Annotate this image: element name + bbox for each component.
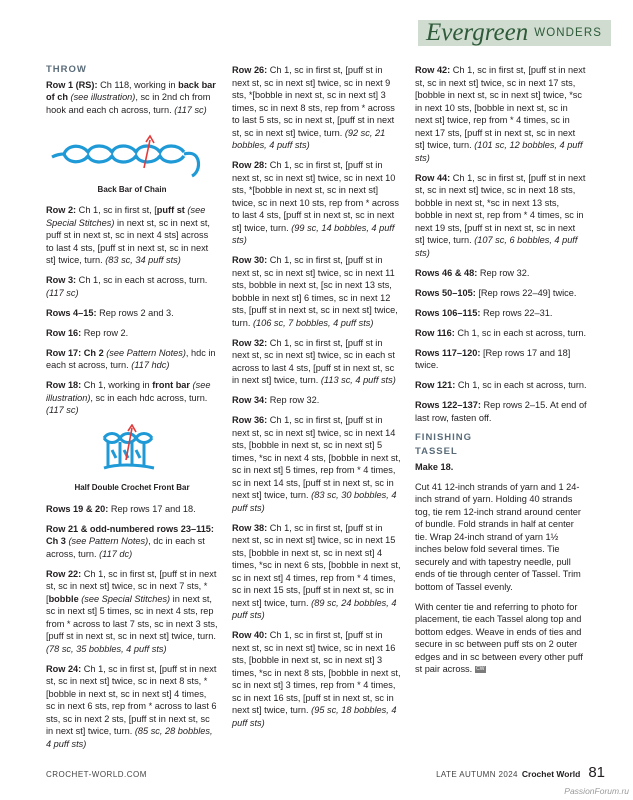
footer-right	[436, 764, 605, 781]
figure-caption-back-bar: Back Bar of Chain	[97, 184, 167, 194]
column-1	[46, 64, 218, 758]
column-3	[415, 64, 587, 683]
row-30: Row 30: Ch 1, sc in first st, [puff st in next st, sc in next st] twice, sc in next 11 sts, bobble in next st, [sc in next 13 sts, bobble in next st] 6 times, sc in next 12 sts, [puff st in next st, sc in next st] twice, turn. (106 sc, 7 bobbles, 4 puff sts)	[232, 255, 398, 328]
row-40: Row 40: Ch 1, sc in first st, [puff st in next st, sc in next st] twice, sc in next 16 sts, [bobble in next st, sc in next st] 3 times, *sc in next 8 sts, [bobble in next st, sc in next st] 3 times, rep from * 4 times, sc in next 16 sts, [puff st in next st, sc in next st] twice, turn. (95 sc, 18 bobbles, 4 puff sts)	[232, 630, 401, 728]
header-wonders-title: WONDERS	[534, 27, 602, 39]
hdc-front-bar-illustration	[46, 424, 218, 480]
end-mark-icon: CW	[476, 666, 485, 673]
row-44: Row 44: Ch 1, sc in first st, [puff st in next st, sc in next st] twice, sc in next 18 sts, bobble in next st, *sc in next 13 sts, bobble in next st, rep from * 4 times, sc in next 19 sts, [puff st in next st, sc in next st] twice, turn. (107 sc, 6 bobbles, 4 puff sts)	[415, 172, 586, 258]
rows-50-105: Rows 50–105: [Rep rows 22–49] twice.	[415, 287, 577, 298]
rows-46-48: Rows 46 & 48: Rep row 32.	[415, 267, 530, 278]
tassel-heading: TASSEL	[415, 446, 458, 457]
row-21-odd: Row 21 & odd-numbered rows 23–115: Ch 3 (see Pattern Notes), dc in each st across, turn. (117 dc)	[46, 523, 214, 559]
watermark: PassionForum.ru	[564, 786, 629, 796]
row-36: Row 36: Ch 1, sc in first st, [puff st in next st, sc in next st] twice, sc in next 14 sts, [bobble in next st, sc in next st] 5 times, *sc in next 4 sts, [bobble in next st, sc in next st] 5 times, rep from * 4 times, sc in next 14 sts, [puff st in next st, sc in next st] twice, turn. (83 sc, 30 bobbles, 4 puff sts)	[232, 415, 401, 513]
row-116: Row 116: Ch 1, sc in each st across, turn.	[415, 327, 587, 338]
rows-122-137: Rows 122–137: Rep rows 2–15. At end of last row, fasten off.	[415, 400, 587, 423]
header-script-title: Evergreen	[425, 19, 529, 46]
rows-19-20: Rows 19 & 20: Rep rows 17 and 18.	[46, 503, 196, 514]
row-34: Row 34: Rep row 32.	[232, 395, 320, 405]
column-2	[232, 64, 402, 737]
figure-caption-hdc-front-bar: Half Double Crochet Front Bar	[74, 483, 190, 492]
throw-heading: THROW	[46, 64, 87, 75]
row-17: Row 17: Ch 2 (see Pattern Notes), hdc in each st across, turn. (117 hdc)	[46, 347, 216, 370]
tassel-paragraph-2: With center tie and referring to photo for placement, tie each Tassel along top and bottom edges. Weave in ends of ties and secure in sc between puff sts on 2 outer edges and in sc between every other puff st pair across. CW	[415, 601, 583, 674]
row-32: Row 32: Ch 1, sc in first st, [puff st in next st, sc in next st] twice, sc in each st across to last 4 sts, [puff st in next st, sc in next st] twice, turn. (113 sc, 4 puff sts)	[232, 337, 396, 385]
footer-magazine: Crochet World	[521, 769, 581, 779]
rows-4-15: Rows 4–15: Rep rows 2 and 3.	[46, 307, 174, 318]
make-count: Make 18.	[415, 461, 454, 472]
footer-site: CROCHET-WORLD.COM	[46, 770, 147, 779]
row-18: Row 18: Ch 1, working in front bar (see illustration), sc in each hdc across, turn. (117 sc)	[46, 380, 211, 415]
row-24: Row 24: Ch 1, sc in first st, [puff st in next st, sc in next st] twice, sc in next 8 sts, *[bobble in next st, sc in next st] 4 times, sc in next 6 sts, rep from * across to last 6 sts, sc in next 2 sts, [puff st in next st, sc in next st] twice, turn. (85 sc, 28 bobbles, 4 puff sts)	[46, 663, 217, 749]
back-bar-of-chain-illustration	[46, 124, 218, 182]
row-3: Row 3: Ch 1, sc in each st across, turn. (117 sc)	[46, 275, 208, 298]
row-121: Row 121: Ch 1, sc in each st across, turn.	[415, 380, 587, 390]
hdc-illustration-svg	[46, 424, 218, 480]
tassel-paragraph-1: Cut 41 12-inch strands of yarn and 1 24-inch strand of yarn. Holding 40 strands tog, tie rem 12-inch strand around center of bundle. Fold strands in half at center tie. Wrap 24-inch strand of yarn 1½ inches below fold several times. Tie securely and with tapestry needle, pull ends of tie through center of Tassel. Trim bottom of Tassel evenly.	[415, 481, 581, 592]
page-number: 81	[588, 764, 605, 781]
row-2: Row 2: Ch 1, sc in first st, [puff st (see Special Stitches) in next st, sc in next st, puff st in next st, sc in next 4 sts] across to last 4 sts, [puff st in next st, sc in next st] twice, turn. (83 sc, 34 puff sts)	[46, 205, 210, 265]
row-22: Row 22: Ch 1, sc in first st, [puff st in next st, sc in next st] twice, sc in next 7 sts, *[bobble (see Special Stitches) in next st, sc in next st] 5 times, sc in next 4 sts, rep from * across to last 7 sts, sc in next 3 sts, [puff st in next st, sc in next st] twice, turn. (78 sc, 35 bobbles, 4 puff sts)	[46, 568, 218, 654]
finishing-heading: FINISHING	[415, 431, 473, 443]
row-26: Row 26: Ch 1, sc in first st, [puff st in next st, sc in next st] twice, sc in next 9 sts, *[bobble in next st, sc in next st] 3 times, sc in next 8 sts, rep from * across to last 5 sts, sc in next st, [puff st in next st, sc in next st] twice, turn. (92 sc, 21 bobbles, 4 puff sts)	[232, 65, 395, 150]
rows-117-120: Rows 117–120: [Rep rows 17 and 18] twice.	[415, 347, 571, 370]
row-38: Row 38: Ch 1, sc in first st, [puff st in next st, sc in next st] twice, sc in next 15 sts, [bobble in next st, sc in next st] 4 times, *sc in next 6 sts, [bobble in next st, sc in next st] 4 times, rep from * 4 times, sc in next 15 sts, [puff st in next st, sc in next st] twice, turn. (89 sc, 24 bobbles, 4 puff sts)	[232, 522, 401, 620]
row-1: Row 1 (RS): Ch 118, working in back bar of ch (see illustration), sc in 2nd ch from hook and each ch across, turn. (117 sc)	[46, 79, 216, 115]
header-badge	[418, 20, 611, 46]
footer-season: LATE AUTUMN 2024	[436, 770, 518, 779]
chain-illustration-svg	[46, 124, 218, 182]
row-28: Row 28: Ch 1, sc in first st, [puff st in next st, sc in next st] twice, sc in next 10 sts, *[bobble in next st, sc in next st] twice, sc in next 10 sts, rep from * across to last 4 sts, [puff st in next st, sc in next st] twice, turn. (99 sc, 14 bobbles, 4 puff sts)	[232, 160, 399, 245]
rows-106-115: Rows 106–115: Rep rows 22–31.	[415, 307, 553, 318]
row-42: Row 42: Ch 1, sc in first st, [puff st in next st, sc in next st] twice, sc in next 17 sts, [bobble in next st, sc in next st] twice, *sc in next 10 sts, [bobble in next st, sc in next st] twice, rep from * 4 times, sc in next 17 sts, [puff st in next st, sc in next st] twice, turn. (101 sc, 12 bobbles, 4 puff sts)	[415, 65, 586, 163]
row-16: Row 16: Rep row 2.	[46, 327, 129, 338]
